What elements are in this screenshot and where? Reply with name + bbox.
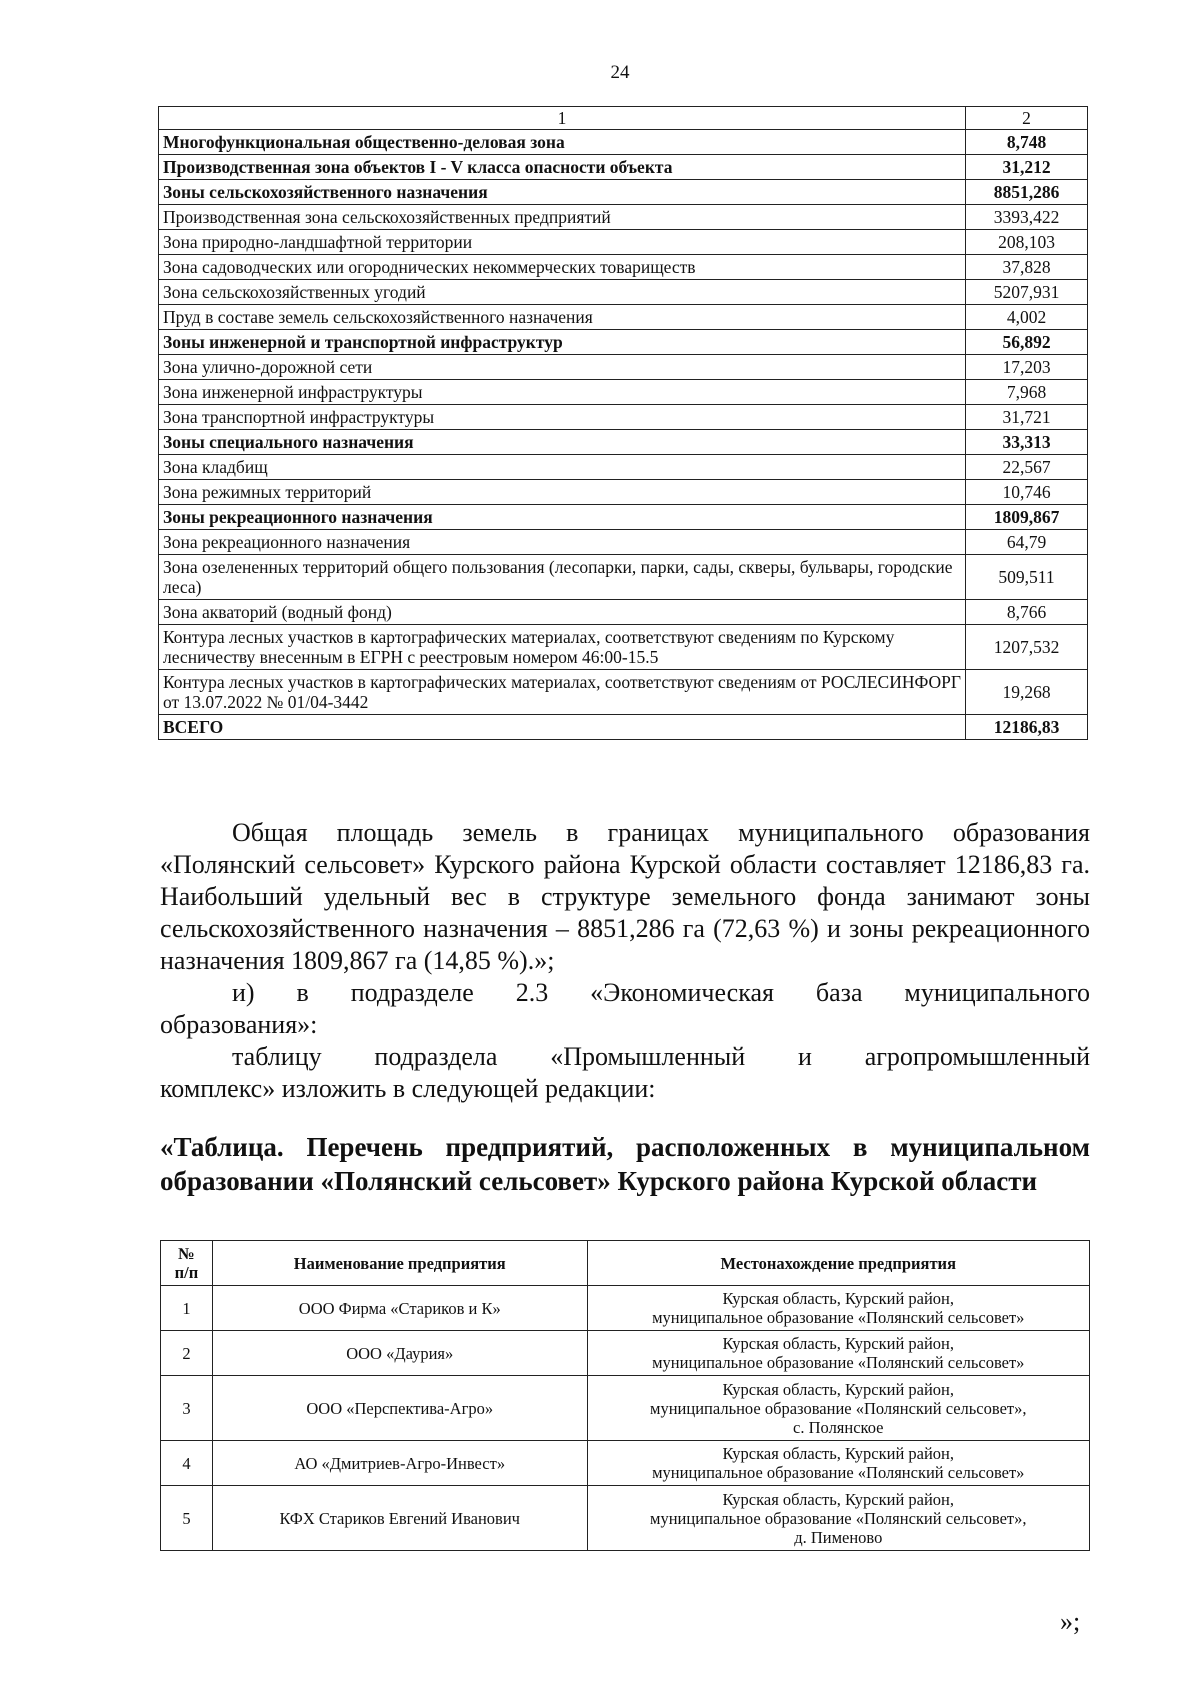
land-zones-table <box>158 106 1088 740</box>
table-row <box>159 155 1088 180</box>
table-row <box>159 305 1088 330</box>
table-row <box>161 1441 1090 1486</box>
table-row <box>159 355 1088 380</box>
row-number: 5 <box>161 1486 213 1551</box>
zone-area-value: 64,79 <box>966 530 1088 555</box>
location-line: муниципальное образование «Полянский сельсовет», <box>650 1398 1027 1418</box>
zone-label: Зона режимных территорий <box>159 480 966 505</box>
column-header: 2 <box>966 107 1088 130</box>
zone-area-value: 19,268 <box>966 670 1088 715</box>
table-row <box>159 130 1088 155</box>
location-column-header: Местонахождение предприятия <box>587 1241 1089 1286</box>
zone-area-value: 5207,931 <box>966 280 1088 305</box>
zone-area-value: 56,892 <box>966 330 1088 355</box>
total-row <box>159 715 1088 740</box>
zone-area-value: 31,212 <box>966 155 1088 180</box>
enterprise-name: ООО «Даурия» <box>212 1331 587 1376</box>
zone-area-value: 37,828 <box>966 255 1088 280</box>
table-row <box>159 205 1088 230</box>
closing-mark: »; <box>1060 1607 1081 1636</box>
table-row <box>159 180 1088 205</box>
column-header: 1 <box>159 107 966 130</box>
zone-area-value: 8,766 <box>966 600 1088 625</box>
table-header-row <box>159 107 1088 130</box>
table-row <box>159 600 1088 625</box>
enterprises-table <box>160 1240 1090 1551</box>
enterprise-location <box>587 1286 1089 1331</box>
table-row <box>159 555 1088 600</box>
zone-area-value: 17,203 <box>966 355 1088 380</box>
zone-area-value: 8,748 <box>966 130 1088 155</box>
table-row <box>161 1286 1090 1331</box>
table-row <box>159 505 1088 530</box>
table-row <box>159 480 1088 505</box>
header-text: № <box>178 1244 195 1263</box>
table-title: «Таблица. Перечень предприятий, расположенных в муниципальном <box>160 1132 1090 1162</box>
table-row <box>159 670 1088 715</box>
table-row <box>159 405 1088 430</box>
number-column-header <box>161 1241 213 1286</box>
zone-area-value: 1809,867 <box>966 505 1088 530</box>
instruction-paragraph-cont: комплекс» изложить в следующей редакции: <box>160 1074 656 1103</box>
zone-label: Многофункциональная общественно-деловая зона <box>159 130 966 155</box>
zone-area-value: 4,002 <box>966 305 1088 330</box>
row-number: 2 <box>161 1331 213 1376</box>
zone-label: Производственная зона сельскохозяйственных предприятий <box>159 205 966 230</box>
enterprise-name: КФХ Стариков Евгений Иванович <box>212 1486 587 1551</box>
zone-label: Контура лесных участков в картографических материалах, соответствуют сведениям по Курскому лесничеству внесенным в ЕГРН с реестровым номером 46:00-15.5 <box>159 625 966 670</box>
location-line: муниципальное образование «Полянский сельсовет» <box>652 1353 1025 1372</box>
zone-label: Зона акваторий (водный фонд) <box>159 600 966 625</box>
zone-label: Зона инженерной инфраструктуры <box>159 380 966 405</box>
enterprise-location <box>587 1441 1089 1486</box>
enterprise-name: АО «Дмитриев-Агро-Инвест» <box>212 1441 587 1486</box>
location-line: д. Пименово <box>794 1527 883 1547</box>
enterprise-name: ООО Фирма «Стариков и К» <box>212 1286 587 1331</box>
total-value: 12186,83 <box>966 715 1088 740</box>
table-row <box>161 1331 1090 1376</box>
table-title-line2: образовании «Полянский сельсовет» Курского района Курской области <box>160 1166 1038 1196</box>
table-row <box>159 380 1088 405</box>
zone-area-value: 208,103 <box>966 230 1088 255</box>
zone-area-value: 8851,286 <box>966 180 1088 205</box>
zone-label: Зона кладбищ <box>159 455 966 480</box>
enterprise-location <box>587 1331 1089 1376</box>
location-line: муниципальное образование «Полянский сельсовет», <box>650 1508 1027 1528</box>
zone-label: Зоны сельскохозяйственного назначения <box>159 180 966 205</box>
location-line: Курская область, Курский район, <box>722 1379 955 1399</box>
location-line: муниципальное образование «Полянский сельсовет» <box>652 1463 1025 1482</box>
zone-label: Пруд в составе земель сельскохозяйственного назначения <box>159 305 966 330</box>
table-row <box>159 330 1088 355</box>
zone-label: Контура лесных участков в картографических материалах, соответствуют сведениям от РОСЛЕСИНФОРГ от 13.07.2022 № 01/04-3442 <box>159 670 966 715</box>
enterprise-name: ООО «Перспектива-Агро» <box>212 1376 587 1441</box>
zone-label: Зоны инженерной и транспортной инфраструктур <box>159 330 966 355</box>
row-number: 3 <box>161 1376 213 1441</box>
zone-label: Зона улично-дорожной сети <box>159 355 966 380</box>
zone-label: Зоны специального назначения <box>159 430 966 455</box>
table-row <box>159 530 1088 555</box>
table-row <box>159 455 1088 480</box>
enterprise-location <box>587 1376 1089 1441</box>
zone-area-value: 31,721 <box>966 405 1088 430</box>
table-row <box>159 625 1088 670</box>
instruction-paragraph: таблицу подраздела «Промышленный и агропромышленный <box>232 1042 1090 1071</box>
name-column-header: Наименование предприятия <box>212 1241 587 1286</box>
subsection-paragraph-cont: образования»: <box>160 1010 318 1039</box>
zone-area-value: 3393,422 <box>966 205 1088 230</box>
zone-label: Зоны рекреационного назначения <box>159 505 966 530</box>
zone-label: Производственная зона объектов I - V класса опасности объекта <box>159 155 966 180</box>
table-row <box>159 230 1088 255</box>
table-row <box>161 1486 1090 1551</box>
zone-area-value: 7,968 <box>966 380 1088 405</box>
location-line: с. Полянское <box>793 1417 884 1437</box>
row-number: 4 <box>161 1441 213 1486</box>
page-number: 24 <box>610 62 630 83</box>
zone-area-value: 33,313 <box>966 430 1088 455</box>
table-row <box>159 430 1088 455</box>
table-row <box>159 280 1088 305</box>
header-text: п/п <box>174 1263 199 1282</box>
row-number: 1 <box>161 1286 213 1331</box>
area-summary-paragraph: Общая площадь земель в границах муниципального образования «Полянский сельсовет» Курского района Курской области составляет 12186,83 га. Наибольший удельный вес в структуре земельного фонда занимают зоны сельскохозяйственного назначения – 8851,286 га (72,63 %) и зоны рекреационного назначения 1809,867 га (14,85 %).»; <box>160 818 1090 975</box>
location-line: Курская область, Курский район, <box>722 1444 955 1463</box>
location-line: Курская область, Курский район, <box>722 1289 955 1308</box>
table-header-row <box>161 1241 1090 1286</box>
enterprise-location <box>587 1486 1089 1551</box>
subsection-paragraph: и) в подразделе 2.3 «Экономическая база муниципального <box>232 978 1090 1007</box>
zone-area-value: 509,511 <box>966 555 1088 600</box>
total-label: ВСЕГО <box>159 715 966 740</box>
zone-label: Зона природно-ландшафтной территории <box>159 230 966 255</box>
zone-area-value: 1207,532 <box>966 625 1088 670</box>
location-line: Курская область, Курский район, <box>722 1489 955 1509</box>
zone-label: Зона озелененных территорий общего пользования (лесопарки, парки, сады, скверы, бульвары, городские леса) <box>159 555 966 600</box>
zone-label: Зона сельскохозяйственных угодий <box>159 280 966 305</box>
zone-label: Зона транспортной инфраструктуры <box>159 405 966 430</box>
zone-area-value: 22,567 <box>966 455 1088 480</box>
zone-area-value: 10,746 <box>966 480 1088 505</box>
table-row <box>161 1376 1090 1441</box>
table-row <box>159 255 1088 280</box>
location-line: муниципальное образование «Полянский сельсовет» <box>652 1308 1025 1327</box>
location-line: Курская область, Курский район, <box>722 1334 955 1353</box>
zone-label: Зона рекреационного назначения <box>159 530 966 555</box>
zone-label: Зона садоводческих или огороднических некоммерческих товариществ <box>159 255 966 280</box>
